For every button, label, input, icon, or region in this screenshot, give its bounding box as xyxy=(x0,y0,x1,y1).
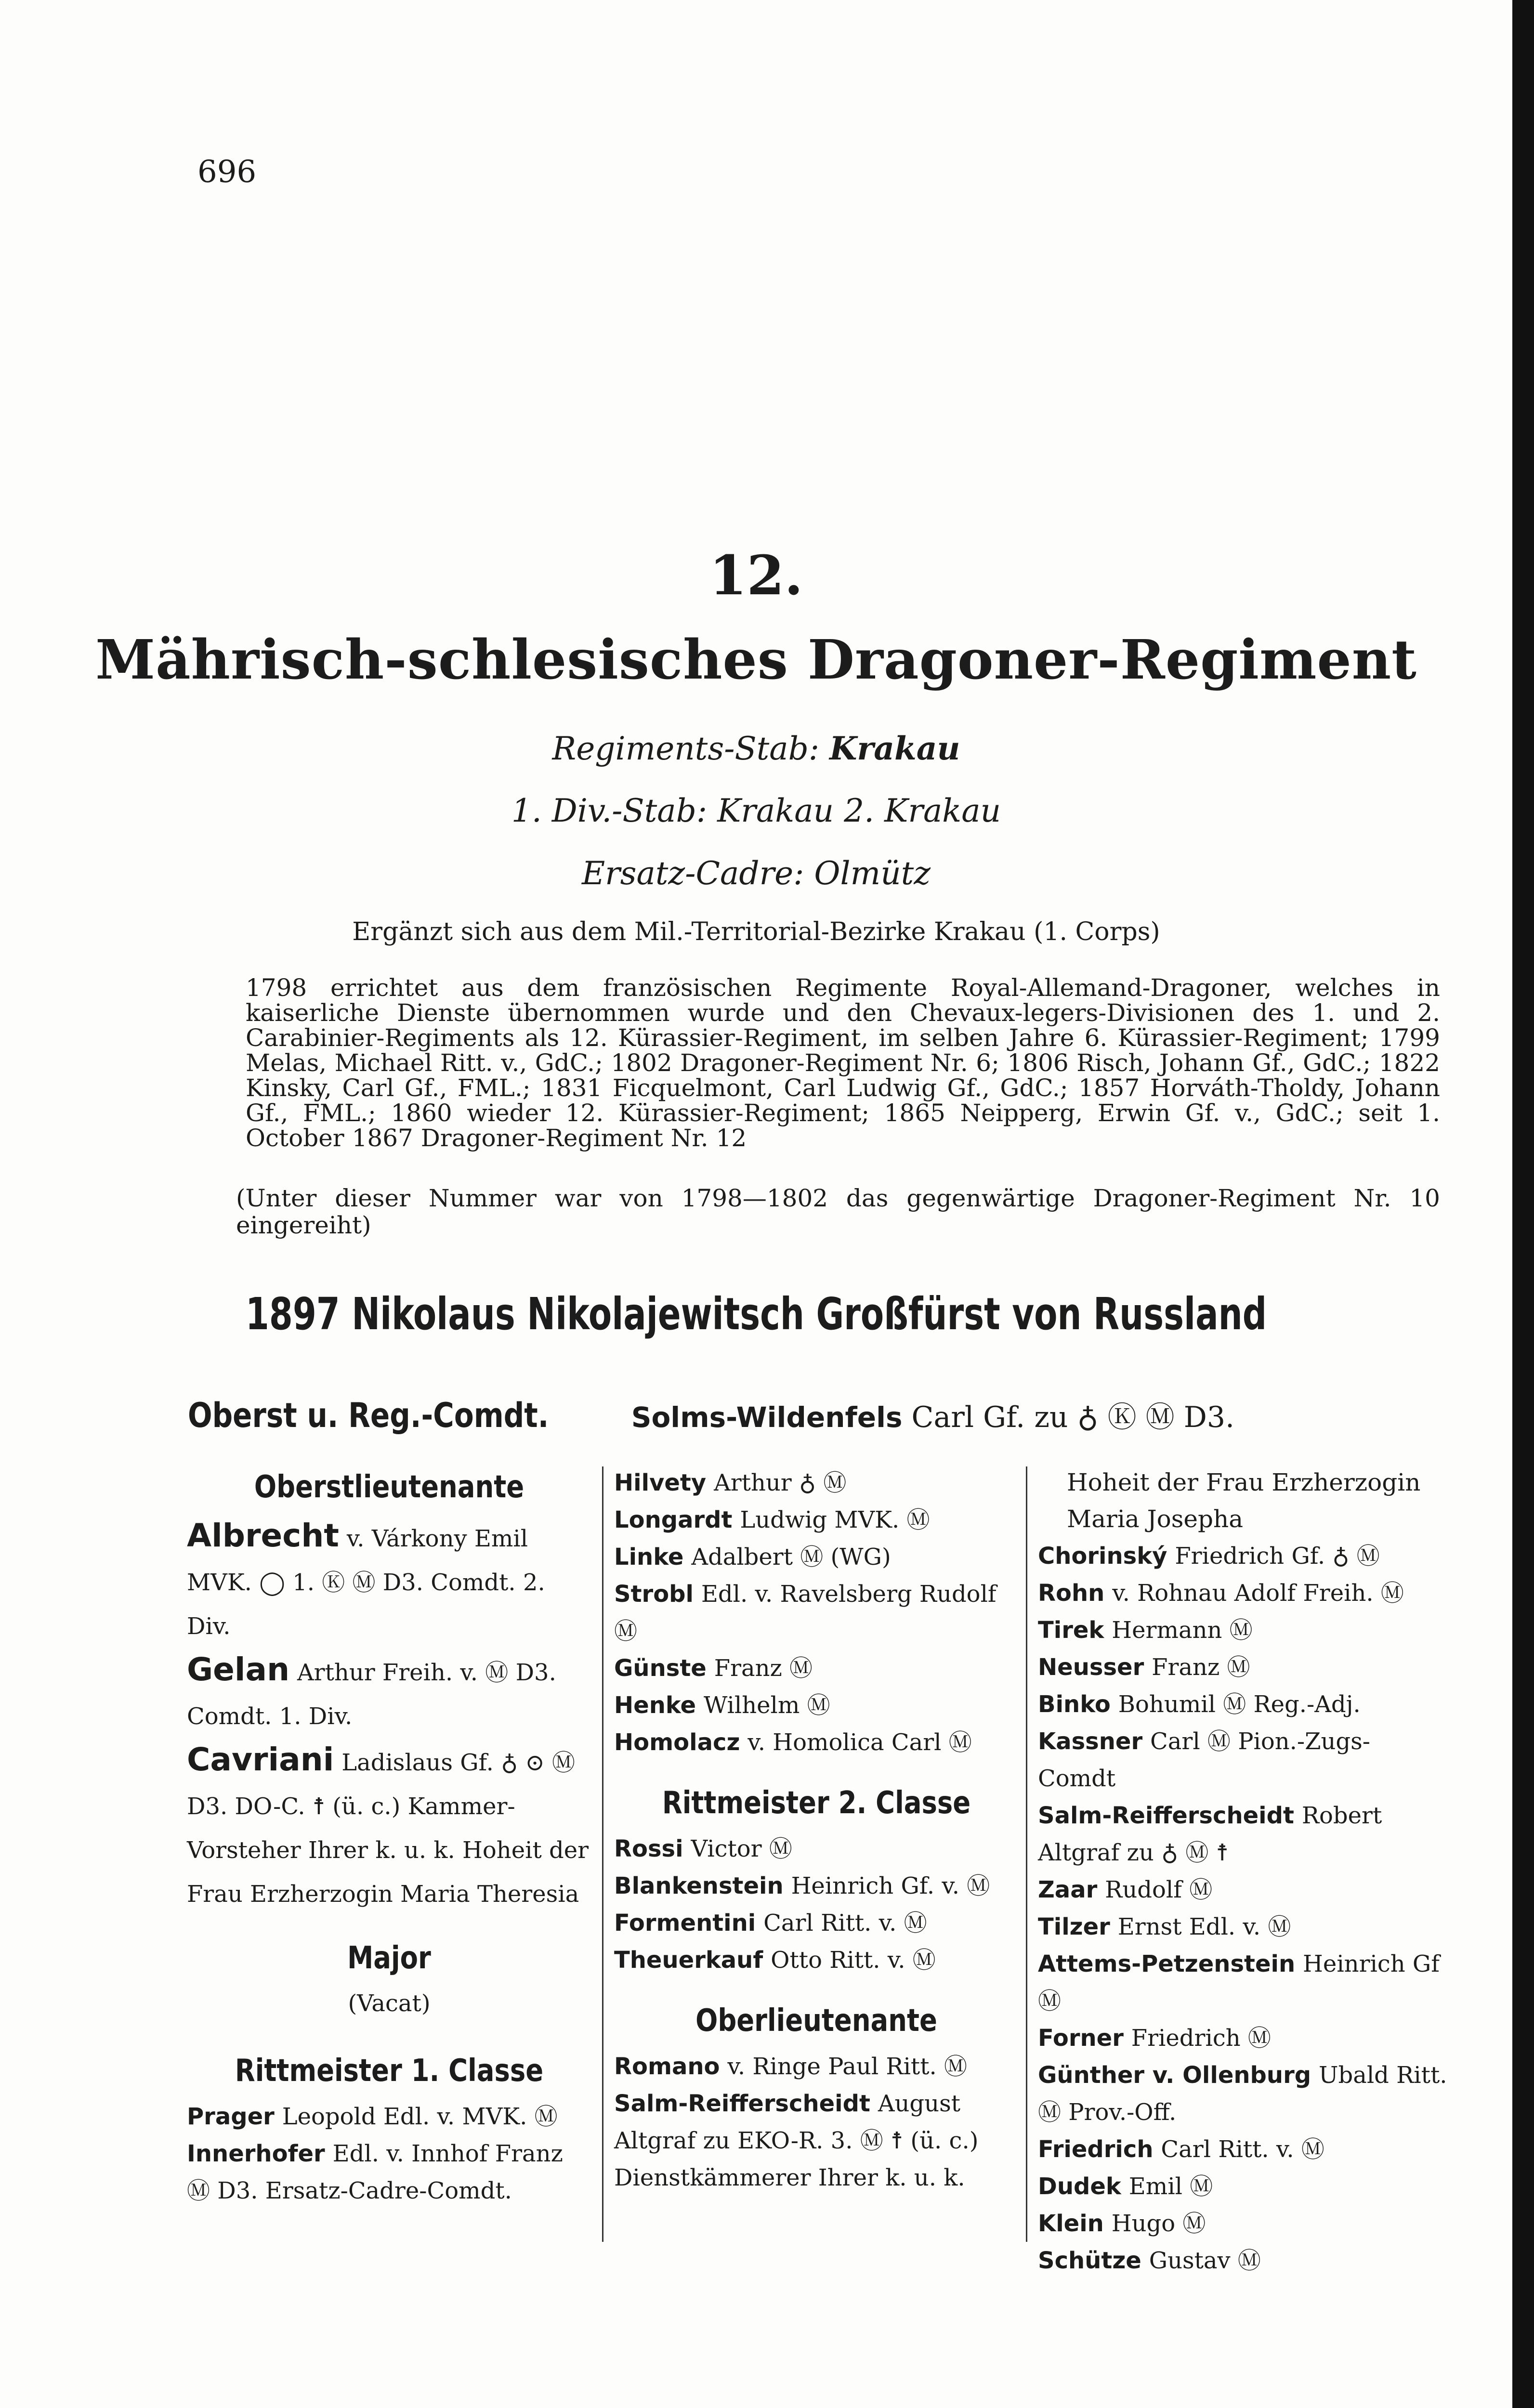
regiment-title: Mährisch-schlesisches Dragoner-Regiment xyxy=(95,628,1417,692)
list-item: Prager Leopold Edl. v. MVK. Ⓜ xyxy=(187,2103,558,2130)
regiment-staff-label: Regiments-Stab: xyxy=(552,730,820,767)
list-item: Günste Franz Ⓜ xyxy=(614,1655,813,1682)
list-item: Binko Bohumil Ⓜ Reg.-Adj. xyxy=(1038,1691,1361,1718)
list-item: Gelan Arthur Freih. v. Ⓜ D3. Comdt. 1. Div. xyxy=(187,1651,556,1730)
list-item: Klein Hugo Ⓜ xyxy=(1038,2210,1206,2237)
list-item: Blankenstein Heinrich Gf. v. Ⓜ xyxy=(614,1872,990,1899)
list-item: Romano v. Ringe Paul Ritt. Ⓜ xyxy=(614,2053,968,2080)
commander-line xyxy=(188,1394,1234,1436)
regiment-staff-location: Krakau xyxy=(829,730,960,767)
column-divider xyxy=(602,1466,603,2242)
list-item: Günther v. Ollenburg Ubald Ritt. Ⓜ Prov.-Off. xyxy=(1038,2062,1447,2126)
division-staff: 1. Div.-Stab: Krakau 2. Krakau xyxy=(511,792,1001,829)
column-3 xyxy=(1038,1464,1447,2279)
column-2 xyxy=(614,1464,1019,2196)
commander-details: Carl Gf. zu ♁ Ⓚ Ⓜ D3. xyxy=(911,1400,1235,1434)
list-item: Strobl Edl. v. Ravelsberg Rudolf Ⓜ xyxy=(614,1581,996,1645)
heading-rittmeister-1: Rittmeister 1. Classe xyxy=(235,2053,544,2089)
heading-oberstlieutenante: Oberstlieutenante xyxy=(254,1469,524,1505)
list-item: Tirek Hermann Ⓜ xyxy=(1038,1617,1253,1644)
list-item: Hilvety Arthur ♁ Ⓜ xyxy=(614,1469,847,1496)
list-item: Zaar Rudolf Ⓜ xyxy=(1038,1876,1213,1903)
column-1 xyxy=(187,1464,591,2209)
regiment-owner: 1897 Nikolaus Nikolajewitsch Großfürst von Russland xyxy=(245,1288,1267,1340)
ersatz-cadre: Ersatz-Cadre: Olmütz xyxy=(581,855,931,892)
list-item: Kassner Carl Ⓜ Pion.-Zugs-Comdt xyxy=(1038,1728,1370,1792)
regiment-note: (Unter dieser Nummer war von 1798—1802 das gegenwärtige Dragoner-Regiment Nr. 10 eingereiht) xyxy=(236,1184,1440,1239)
commander-label: Oberst u. Reg.-Comdt. xyxy=(188,1396,549,1435)
continuation-text: Hoheit der Frau Erzherzogin Maria Josepha xyxy=(1067,1468,1421,1533)
column-divider xyxy=(1026,1466,1027,2242)
list-item: Schütze Gustav Ⓜ xyxy=(1038,2247,1261,2274)
list-item: Friedrich Carl Ritt. v. Ⓜ xyxy=(1038,2136,1324,2163)
regiment-number: 12. xyxy=(709,544,803,607)
heading-oberlieutenante: Oberlieutenante xyxy=(695,2003,937,2039)
page-number: 696 xyxy=(197,154,257,190)
list-item: Salm-Reifferscheidt Robert Altgraf zu ♁ Ⓜ ☨ xyxy=(1038,1802,1382,1866)
list-item: Dudek Emil Ⓜ xyxy=(1038,2173,1213,2200)
list-item: Henke Wilhelm Ⓜ xyxy=(614,1692,830,1719)
regiment-history: 1798 errichtet aus dem französischen Regimente Royal-Allemand-Dragoner, welches in kaiserliche Dienste übernommen wurde und den Chevaux-legers-Divisionen des 1. und 2. Carabinier-Regiments als 12. Kürassier-Regiment, im selben Jahre 6. Kürassier-Regiment; 1799 Melas, Michael Ritt. v., GdC.; 1802 Dragoner-Regiment Nr. 6; 1806 Risch, Johann Gf., GdC.; 1822 Kinsky, Carl Gf., FML.; 1831 Ficquelmont, Carl Ludwig Gf., GdC.; 1857 Horváth-Tholdy, Johann Gf., FML.; 1860 wieder 12. Kürassier-Regiment; 1865 Neipperg, Erwin Gf. v., GdC.; seit 1. October 1867 Dragoner-Regiment Nr. 12 xyxy=(246,974,1440,1152)
major-vacat: (Vacat) xyxy=(348,1990,431,2017)
list-item: Theuerkauf Otto Ritt. v. Ⓜ xyxy=(614,1947,936,1974)
list-item: Salm-Reifferscheidt August Altgraf zu EKO-R. 3. Ⓜ ☨ (ü. c.) Dienstkämmerer Ihrer k. u. k. xyxy=(614,2090,979,2191)
list-item: Attems-Petzenstein Heinrich Gf Ⓜ xyxy=(1038,1950,1440,2015)
list-item: Homolacz v. Homolica Carl Ⓜ xyxy=(614,1729,972,1756)
list-item: Tilzer Ernst Edl. v. Ⓜ xyxy=(1038,1913,1291,1940)
list-item: Longardt Ludwig MVK. Ⓜ xyxy=(614,1506,930,1533)
list-item: Albrecht v. Várkony Emil MVK. ◯ 1. Ⓚ Ⓜ D3. Comdt. 2. Div. xyxy=(187,1517,545,1640)
list-item: Rohn v. Rohnau Adolf Freih. Ⓜ xyxy=(1038,1580,1404,1607)
scan-edge xyxy=(1512,0,1534,2408)
list-item: Formentini Carl Ritt. v. Ⓜ xyxy=(614,1910,927,1937)
list-item: Rossi Victor Ⓜ xyxy=(614,1835,792,1862)
complement-text: Ergänzt sich aus dem Mil.-Territorial-Bezirke Krakau (1. Corps) xyxy=(352,917,1160,946)
list-item: Forner Friedrich Ⓜ xyxy=(1038,2025,1271,2052)
list-item: Cavriani Ladislaus Gf. ♁ ⊙ Ⓜ D3. DO-C. ☨ (ü. c.) Kammer-Vorsteher Ihrer k. u. k. Hoheit der Frau Erzherzogin Maria Theresia xyxy=(187,1741,589,1908)
heading-major: Major xyxy=(347,1940,431,1976)
list-item: Innerhofer Edl. v. Innhof Franz Ⓜ D3. Ersatz-Cadre-Comdt. xyxy=(187,2140,563,2204)
list-item: Neusser Franz Ⓜ xyxy=(1038,1654,1250,1681)
list-item: Chorinský Friedrich Gf. ♁ Ⓜ xyxy=(1038,1543,1380,1570)
list-item: Linke Adalbert Ⓜ (WG) xyxy=(614,1544,891,1570)
regiment-staff xyxy=(0,730,1512,767)
heading-rittmeister-2: Rittmeister 2. Classe xyxy=(662,1785,971,1821)
commander-name: Solms-Wildenfels xyxy=(631,1401,903,1434)
